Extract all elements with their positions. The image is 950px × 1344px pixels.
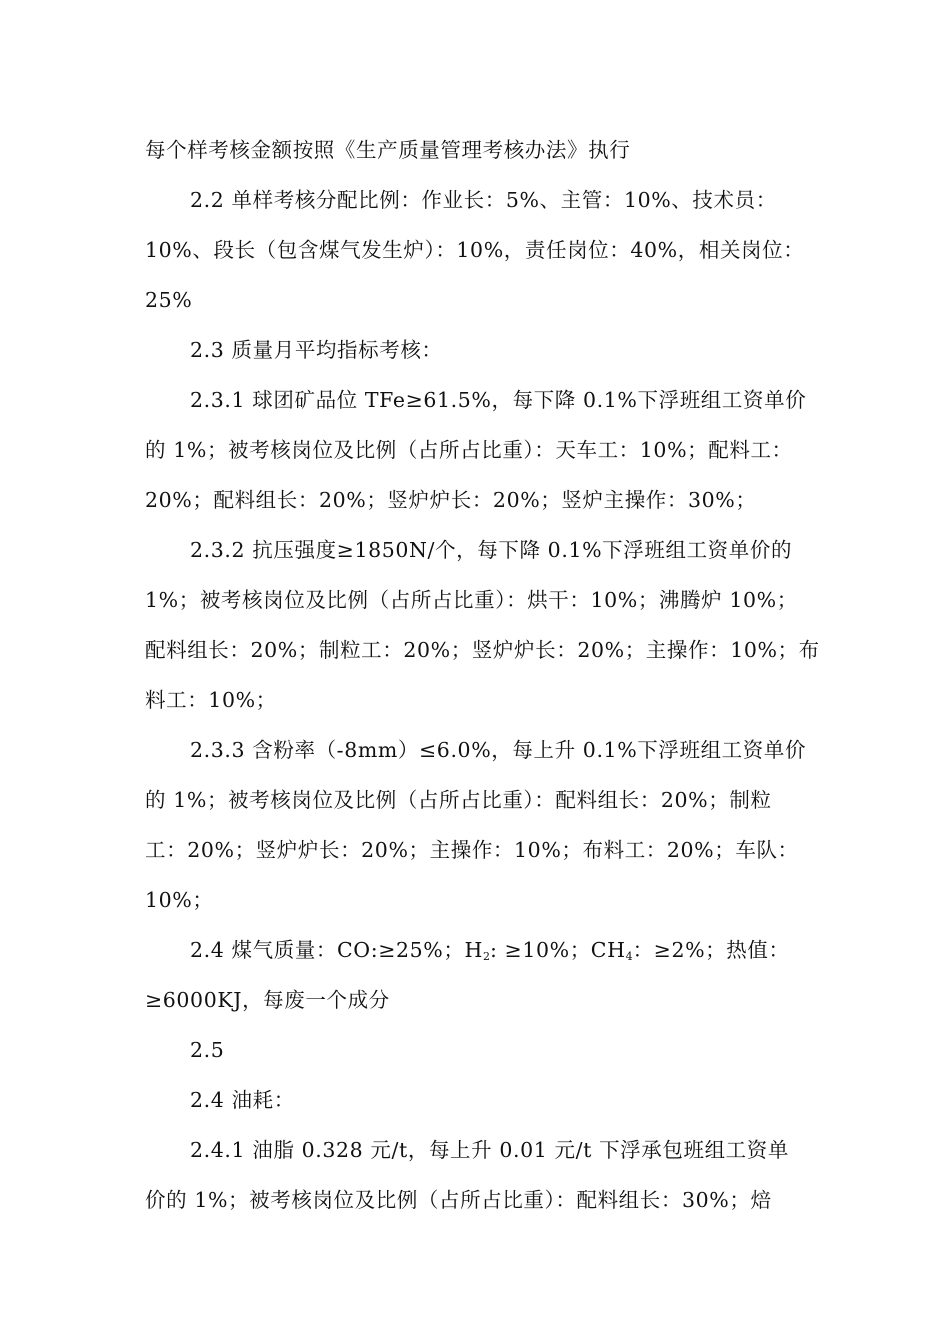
section-2-3-1-line: 2.3.1 球团矿品位 TFe≥61.5%，每下降 0.1%下浮班组工资单价 bbox=[190, 388, 807, 412]
paragraph-line: 配料组长：20%；制粒工：20%；竖炉炉长：20%；主操作：10%；布 bbox=[145, 638, 820, 662]
section-2-3-3-line: 2.3.3 含粉率（-8mm）≤6.0%，每上升 0.1%下浮班组工资单价 bbox=[190, 738, 807, 762]
section-2-5-heading: 2.5 bbox=[190, 1038, 225, 1062]
paragraph-line: 20%；配料组长：20%；竖炉炉长：20%；竖炉主操作：30%； bbox=[145, 488, 757, 512]
section-2-3-heading: 2.3 质量月平均指标考核： bbox=[190, 338, 443, 362]
paragraph-line: 的 1%；被考核岗位及比例（占所占比重）：天车工：10%；配料工： bbox=[145, 438, 793, 462]
gas-text-part1: 2.4 煤气质量：CO:≥25%；H bbox=[190, 938, 483, 962]
paragraph-line: 10%、段长（包含煤气发生炉）：10%，责任岗位：40%，相关岗位： bbox=[145, 238, 805, 262]
paragraph-line: 每个样考核金额按照《生产质量管理考核办法》执行 bbox=[145, 138, 631, 162]
paragraph-line: 工：20%；竖炉炉长：20%；主操作：10%；布料工：20%；车队： bbox=[145, 838, 799, 862]
ch4-subscript: 4 bbox=[625, 950, 633, 963]
paragraph-line: 10%； bbox=[145, 888, 214, 912]
gas-text-part2: : ≥10%；CH bbox=[489, 938, 626, 962]
paragraph-line: 1%；被考核岗位及比例（占所占比重）：烘干：10%；沸腾炉 10%； bbox=[145, 588, 798, 612]
section-2-4-oil-heading: 2.4 油耗： bbox=[190, 1088, 295, 1112]
paragraph-line: 25% bbox=[145, 288, 193, 312]
paragraph-line: 的 1%；被考核岗位及比例（占所占比重）：配料组长：20%；制粒 bbox=[145, 788, 772, 812]
section-2-4-1-line: 2.4.1 油脂 0.328 元/t，每上升 0.01 元/t 下浮承包班组工资单 bbox=[190, 1138, 789, 1162]
paragraph-line: 价的 1%；被考核岗位及比例（占所占比重）：配料组长：30%；焙 bbox=[145, 1188, 772, 1212]
section-2-2-line: 2.2 单样考核分配比例：作业长：5%、主管：10%、技术员： bbox=[190, 188, 777, 212]
paragraph-line: 料工：10%； bbox=[145, 688, 277, 712]
section-2-3-2-line: 2.3.2 抗压强度≥1850N/个，每下降 0.1%下浮班组工资单价的 bbox=[190, 538, 793, 562]
gas-text-part3: ：≥2%；热值： bbox=[632, 938, 790, 962]
paragraph-line: ≥6000KJ，每废一个成分 bbox=[145, 988, 390, 1012]
h2-subscript: 2 bbox=[482, 950, 490, 963]
section-2-4-gas-line bbox=[190, 935, 790, 972]
